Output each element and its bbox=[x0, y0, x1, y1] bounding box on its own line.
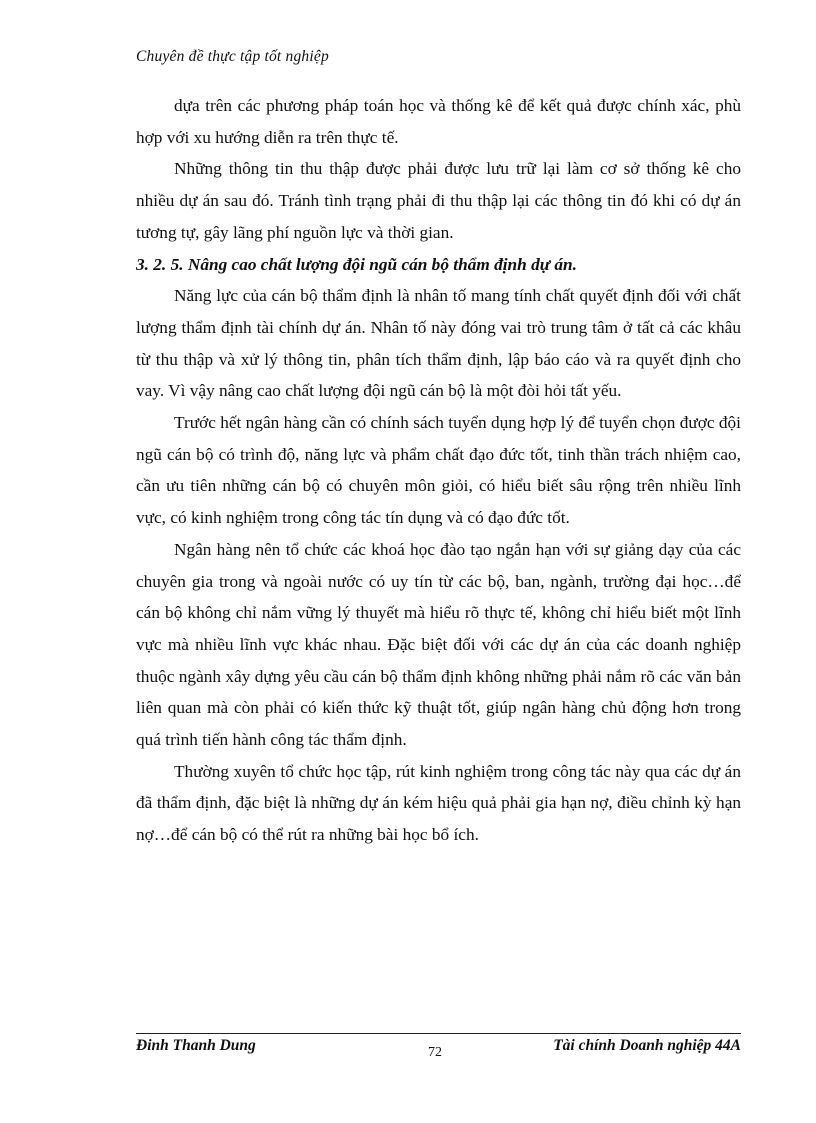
footer-author: Đinh Thanh Dung bbox=[136, 1037, 256, 1054]
paragraph: Năng lực của cán bộ thẩm định là nhân tố mang tính chất quyết định đối với chất lượng thẩm định tài chính dự án. Nhân tố này đóng vai trò trung tâm ở tất cả các khâu từ thu thập và xử lý thông tin, phân tích thẩm định, lập báo cáo và ra quyết định cho vay. Vì vậy nâng cao chất lượng đội ngũ cán bộ là một đòi hỏi tất yếu. bbox=[136, 286, 741, 401]
footer-department: Tài chính Doanh nghiệp 44A bbox=[553, 1037, 741, 1054]
paragraph: Thường xuyên tổ chức học tập, rút kinh nghiệm trong công tác này qua các dự án đã thẩm định, đặc biệt là những dự án kém hiệu quả phải gia hạn nợ, điều chỉnh kỳ hạn nợ…để cán bộ có thể rút ra những bài học bổ ích. bbox=[136, 761, 741, 845]
page-header-title: Chuyên đề thực tập tốt nghiệp bbox=[136, 48, 329, 65]
page-number: 72 bbox=[428, 1045, 442, 1060]
paragraph: dựa trên các phương pháp toán học và thống kê để kết quả được chính xác, phù hợp với xu hướng diễn ra trên thực tế. bbox=[136, 96, 741, 147]
paragraph: Ngân hàng nên tổ chức các khoá học đào tạo ngắn hạn với sự giảng dạy của các chuyên gia trong và ngoài nước có uy tín từ các bộ, ban, ngành, trường đại học…để cán bộ không chỉ nắm vững lý thuyết mà hiểu rõ thực tế, không chỉ hiểu biết một lĩnh vực mà nhiều lĩnh vực khác nhau. Đặc biệt đối với các dự án của các doanh nghiệp thuộc ngành xây dựng yêu cầu cán bộ thẩm định không những phải nắm rõ các văn bản liên quan mà còn phải có kiến thức kỹ thuật tốt, giúp ngân hàng chủ động hơn trong quá trình tiến hành công tác thẩm định. bbox=[136, 539, 741, 750]
section-heading: 3. 2. 5. Nâng cao chất lượng đội ngũ cán bộ thẩm định dự án. bbox=[136, 254, 577, 274]
paragraph: Những thông tin thu thập được phải được lưu trữ lại làm cơ sở thống kê cho nhiều dự án sau đó. Tránh tình trạng phải đi thu thập lại các thông tin đó khi có dự án tương tự, gây lãng phí nguồn lực và thời gian. bbox=[136, 159, 741, 242]
paragraph: Trước hết ngân hàng cần có chính sách tuyển dụng hợp lý để tuyển chọn được đội ngũ cán bộ có trình độ, năng lực và phẩm chất đạo đức tốt, tinh thần trách nhiệm cao, cần ưu tiên những cán bộ có chuyên môn giỏi, có hiểu biết sâu rộng trên nhiều lĩnh vực, có kinh nghiệm trong công tác tín dụng và có đạo đức tốt. bbox=[136, 413, 741, 528]
footer-divider bbox=[136, 1033, 741, 1034]
document-body bbox=[136, 90, 741, 851]
